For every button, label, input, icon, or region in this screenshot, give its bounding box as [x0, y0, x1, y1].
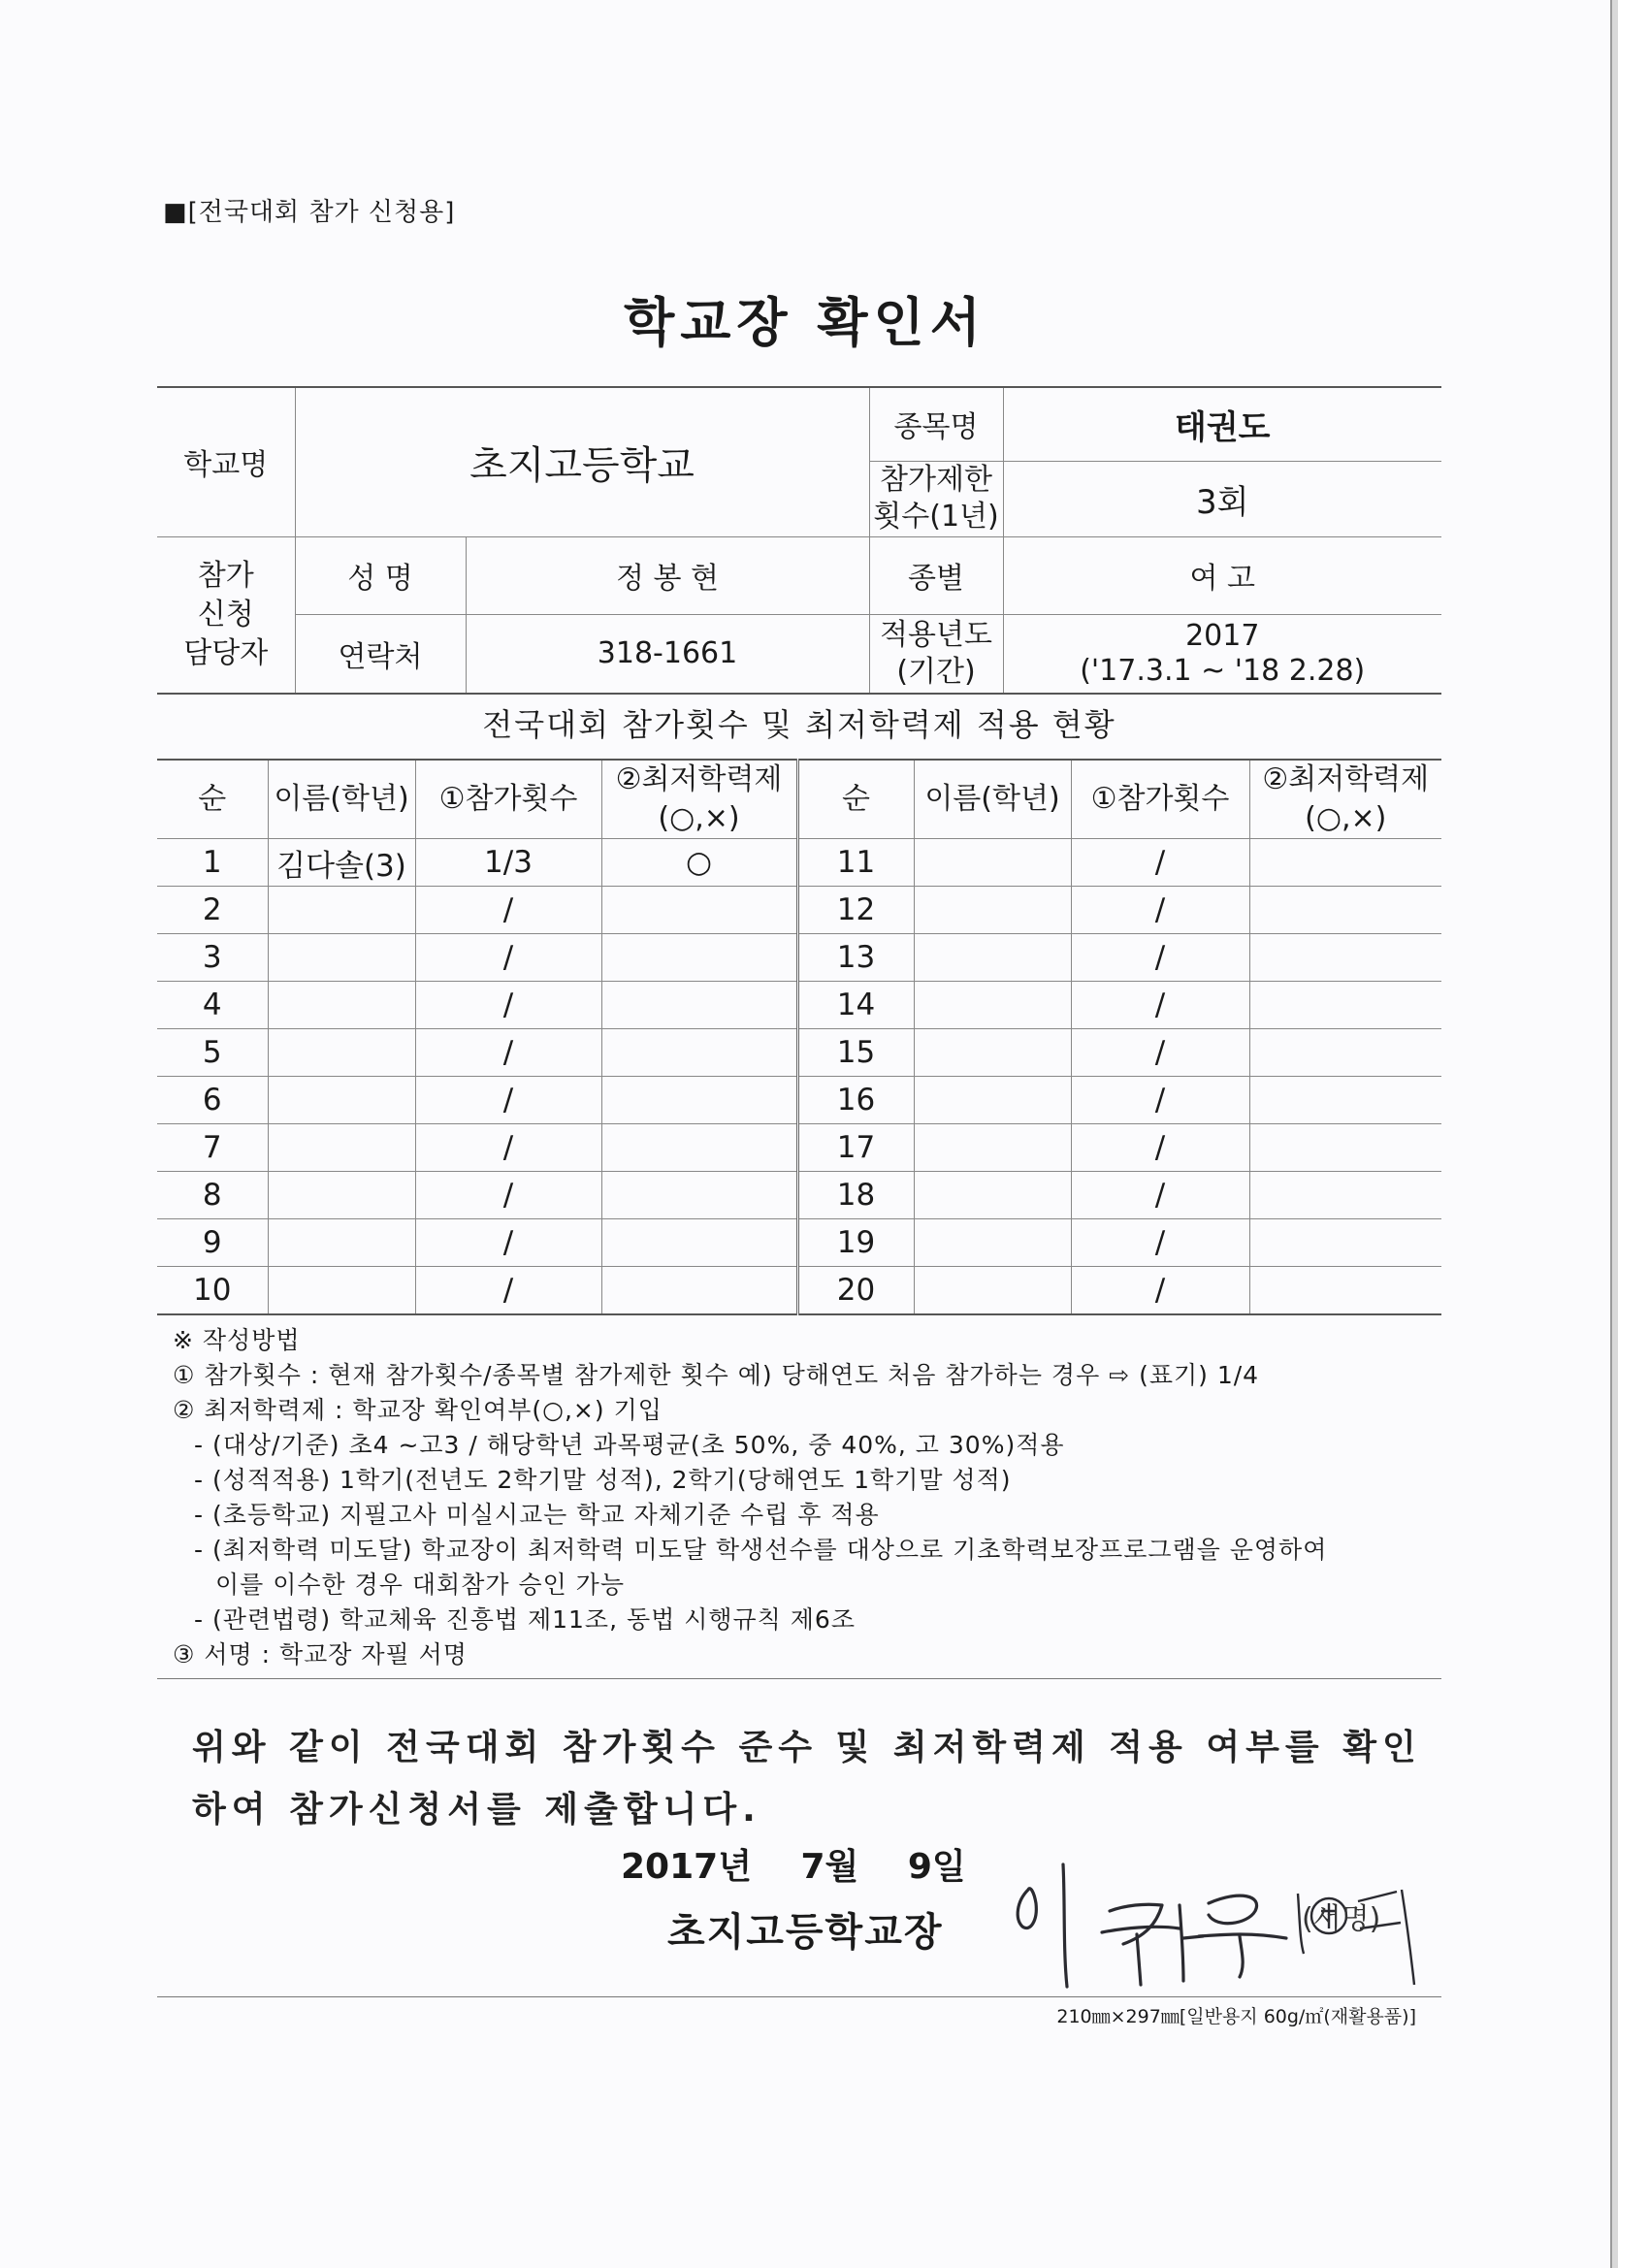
min-academic — [601, 1124, 797, 1172]
table-row — [157, 982, 1441, 1029]
contact-label: 연락처 — [295, 614, 466, 694]
instructions — [173, 1323, 1327, 1672]
limit-label-line2: 횟수(1년) — [873, 500, 999, 534]
participation-count: / — [415, 1219, 601, 1267]
min-academic — [601, 934, 797, 982]
student-name — [268, 887, 415, 934]
row-number: 12 — [797, 887, 914, 934]
paper-spec: 210㎜×297㎜[일반용지 60g/㎡(재활용품)] — [1056, 2006, 1416, 2027]
note-item: ② 최저학력제 : 학교장 확인여부(○,×) 기입 — [173, 1396, 663, 1424]
participation-table — [157, 759, 1441, 1315]
row-number: 8 — [157, 1172, 268, 1219]
student-name — [914, 887, 1071, 934]
participation-count: / — [415, 982, 601, 1029]
table-row — [157, 1124, 1441, 1172]
signer-title: 초지고등학교장 — [667, 1910, 944, 1955]
note-item: - (성적적용) 1학기(전년도 2학기말 성적), 2학기(당해연도 1학기말 성적) — [194, 1466, 1012, 1494]
row-number: 7 — [157, 1124, 268, 1172]
scan-edge — [1610, 0, 1649, 2268]
min-academic — [1249, 1172, 1441, 1219]
year-value-cell — [1003, 614, 1441, 694]
year-label-line1: 적용년도 — [880, 617, 992, 652]
contact-value: 318-1661 — [466, 614, 869, 694]
declaration — [192, 1717, 1422, 1841]
row-number: 6 — [157, 1077, 268, 1124]
row-number: 13 — [797, 934, 914, 982]
student-name — [914, 1029, 1071, 1077]
note-item: - (관련법령) 학교체육 진흥법 제11조, 동법 시행규칙 제6조 — [194, 1605, 856, 1634]
row-number: 16 — [797, 1077, 914, 1124]
min-academic — [601, 1219, 797, 1267]
note-item: - (초등학교) 지필고사 미실시교는 학교 자체기준 수립 후 적용 — [194, 1501, 880, 1529]
event-value: 태권도 — [1003, 387, 1441, 461]
header-count: ①참가횟수 — [1071, 760, 1249, 839]
student-name — [914, 1077, 1071, 1124]
min-academic — [601, 982, 797, 1029]
row-number: 11 — [797, 839, 914, 887]
manager-label-line2: 신청 — [197, 597, 254, 632]
table-row — [157, 839, 1441, 887]
participation-count: / — [1071, 1267, 1249, 1315]
row-number: 17 — [797, 1124, 914, 1172]
page-title: 학교장 확인서 — [624, 292, 986, 353]
note-item: - (최저학력 미도달) 학교장이 최저학력 미도달 학생선수를 대상으로 기초학력보장프로그램을 운영하여 — [194, 1536, 1328, 1564]
min-academic — [1249, 1219, 1441, 1267]
declaration-line2: 하여 참가신청서를 제출합니다. — [192, 1790, 761, 1830]
header-min-line2: (○,×) — [658, 801, 740, 835]
student-name — [268, 1219, 415, 1267]
note-item: ① 참가횟수 : 현재 참가횟수/종목별 참가제한 횟수 예) 당해연도 처음 참가하는 경우 ⇨ (표기) 1/4 — [173, 1361, 1260, 1389]
table-title: 전국대회 참가횟수 및 최저학력제 적용 현황 — [482, 706, 1116, 743]
row-number: 18 — [797, 1172, 914, 1219]
student-name: 김다솔(3) — [268, 839, 415, 887]
student-name — [268, 934, 415, 982]
limit-label-line1: 참가제한 — [880, 463, 992, 497]
row-number: 9 — [157, 1219, 268, 1267]
table-row — [157, 887, 1441, 934]
table-row — [157, 1029, 1441, 1077]
min-academic — [601, 887, 797, 934]
category-label: 종별 — [869, 536, 1003, 614]
row-number: 4 — [157, 982, 268, 1029]
row-number: 20 — [797, 1267, 914, 1315]
manager-label-line3: 담당자 — [183, 635, 269, 670]
student-name — [268, 1077, 415, 1124]
header-name: 이름(학년) — [268, 760, 415, 839]
min-academic — [1249, 1029, 1441, 1077]
header-name: 이름(학년) — [914, 760, 1071, 839]
student-name — [268, 982, 415, 1029]
issue-date: 2017년 7월 9일 — [621, 1847, 966, 1887]
student-name — [268, 1029, 415, 1077]
participation-count: / — [415, 1077, 601, 1124]
table-row — [157, 1172, 1441, 1219]
student-name — [914, 1124, 1071, 1172]
row-number: 14 — [797, 982, 914, 1029]
row-number: 10 — [157, 1267, 268, 1315]
participation-count: / — [1071, 887, 1249, 934]
student-name — [914, 839, 1071, 887]
year-label — [869, 614, 1003, 694]
min-academic: ○ — [601, 839, 797, 887]
row-number: 15 — [797, 1029, 914, 1077]
participation-count: / — [1071, 1124, 1249, 1172]
divider — [157, 1678, 1441, 1679]
student-name — [914, 934, 1071, 982]
category-value: 여 고 — [1003, 536, 1441, 614]
form-tag: ■[전국대회 참가 신청용] — [163, 198, 456, 227]
participation-count: / — [1071, 982, 1249, 1029]
min-academic — [1249, 839, 1441, 887]
manager-label — [157, 536, 295, 694]
row-number: 3 — [157, 934, 268, 982]
min-academic — [601, 1172, 797, 1219]
participation-count: / — [1071, 1029, 1249, 1077]
student-name — [268, 1124, 415, 1172]
min-academic — [1249, 1267, 1441, 1315]
handwritten-signature — [1009, 1843, 1455, 2008]
participation-count: / — [415, 1124, 601, 1172]
limit-label — [869, 461, 1003, 536]
participation-count: / — [1071, 1219, 1249, 1267]
manager-label-line1: 참가 — [197, 558, 254, 593]
student-name — [914, 1267, 1071, 1315]
school-name: 초지고등학교 — [295, 387, 869, 536]
header-no: 순 — [157, 760, 268, 839]
participation-count: / — [415, 1267, 601, 1315]
table-row — [157, 1077, 1441, 1124]
name-value: 정 봉 현 — [466, 536, 869, 614]
header-no: 순 — [797, 760, 914, 839]
signature-suffix: (서명) — [1302, 1902, 1381, 1936]
header-min-line1: ②최저학력제 — [1262, 762, 1430, 796]
name-label: 성 명 — [295, 536, 466, 614]
participation-count: / — [1071, 934, 1249, 982]
min-academic — [1249, 1124, 1441, 1172]
info-table — [157, 386, 1441, 695]
participation-count: / — [415, 1029, 601, 1077]
row-number: 19 — [797, 1219, 914, 1267]
note-item: - (대상/기준) 초4 ~고3 / 해당학년 과목평균(초 50%, 중 40%, 고 30%)적용 — [194, 1431, 1065, 1459]
note-heading: ※ 작성방법 — [173, 1326, 301, 1354]
student-name — [268, 1267, 415, 1315]
min-academic — [1249, 982, 1441, 1029]
header-min-line1: ②최저학력제 — [615, 762, 783, 796]
header-count: ①참가횟수 — [415, 760, 601, 839]
header-min — [1249, 760, 1441, 839]
row-number: 1 — [157, 839, 268, 887]
table-header-row — [157, 760, 1441, 839]
event-label: 종목명 — [869, 387, 1003, 461]
participation-count: 1/3 — [415, 839, 601, 887]
period-value: ('17.3.1 ~ '18 2.28) — [1080, 653, 1366, 688]
limit-value: 3회 — [1003, 461, 1441, 536]
min-academic — [1249, 1077, 1441, 1124]
year-label-line2: (기간) — [896, 654, 976, 689]
participation-count: / — [1071, 1172, 1249, 1219]
row-number: 2 — [157, 887, 268, 934]
table-row — [157, 934, 1441, 982]
student-name — [914, 1172, 1071, 1219]
declaration-line1: 위와 같이 전국대회 참가횟수 준수 및 최저학력제 적용 여부를 확인 — [192, 1728, 1422, 1767]
student-name — [914, 982, 1071, 1029]
min-academic — [601, 1267, 797, 1315]
participation-count: / — [1071, 839, 1249, 887]
participation-count: / — [415, 887, 601, 934]
school-label: 학교명 — [157, 387, 295, 536]
note-item: ③ 서명 : 학교장 자필 서명 — [173, 1640, 468, 1669]
min-academic — [601, 1077, 797, 1124]
student-name — [914, 1219, 1071, 1267]
participation-count: / — [415, 1172, 601, 1219]
min-academic — [1249, 934, 1441, 982]
min-academic — [601, 1029, 797, 1077]
participation-count: / — [415, 934, 601, 982]
table-row — [157, 1267, 1441, 1315]
row-number: 5 — [157, 1029, 268, 1077]
student-name — [268, 1172, 415, 1219]
header-min — [601, 760, 797, 839]
header-min-line2: (○,×) — [1305, 801, 1387, 835]
table-row — [157, 1219, 1441, 1267]
note-item: 이를 이수한 경우 대회참가 승인 가능 — [215, 1571, 625, 1599]
min-academic — [1249, 887, 1441, 934]
year-value: 2017 — [1185, 618, 1260, 653]
footer-divider — [157, 1996, 1441, 1997]
participation-count: / — [1071, 1077, 1249, 1124]
